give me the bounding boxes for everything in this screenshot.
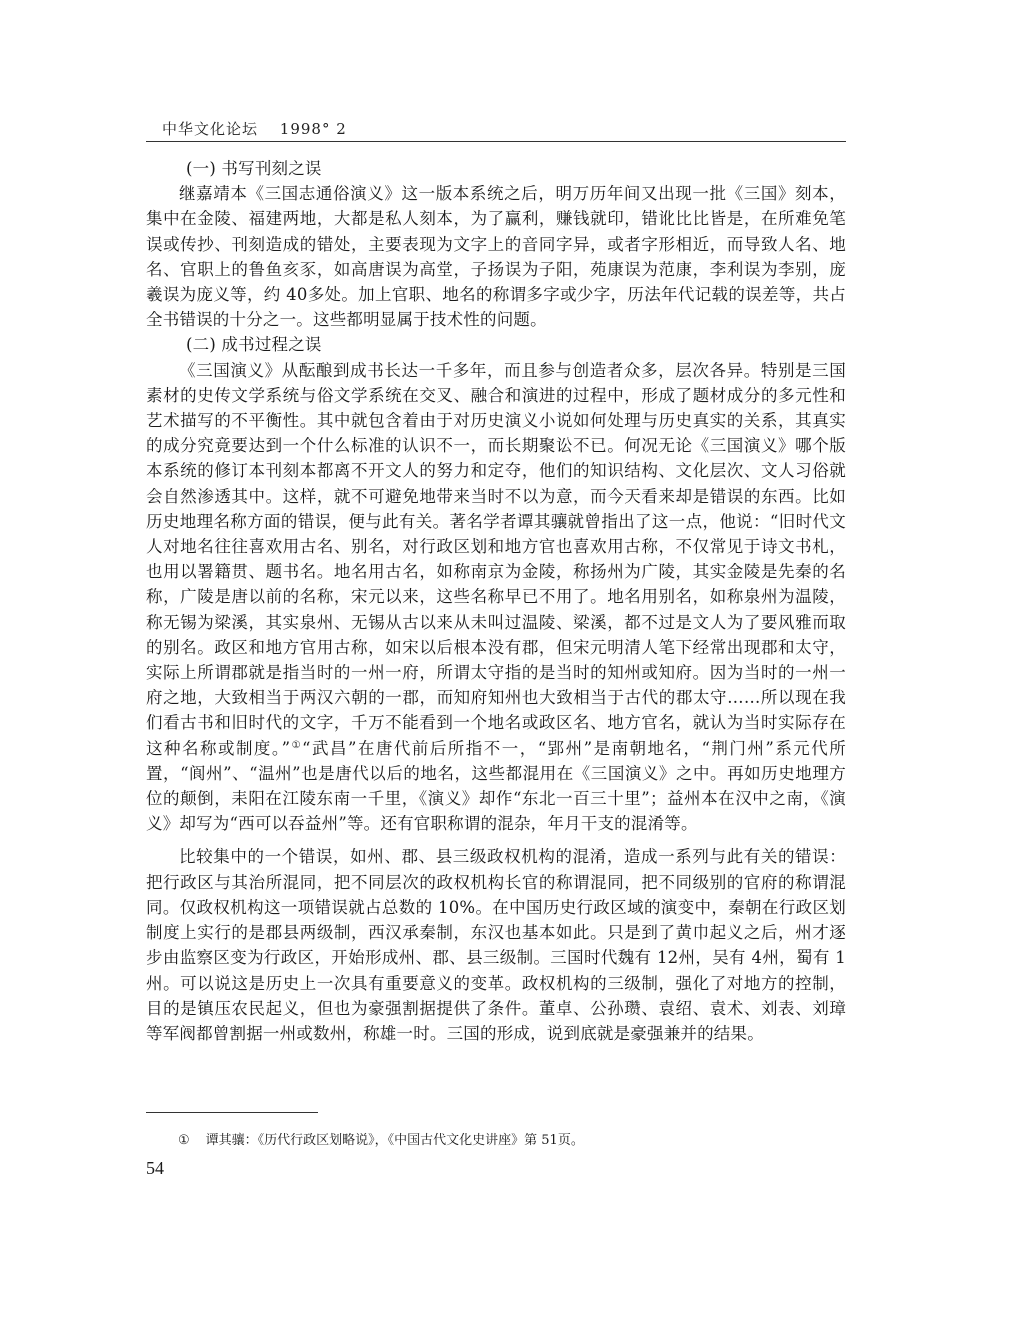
header-rule	[146, 141, 846, 142]
paragraph-2-part-2: “武昌”在唐代前后所指不一，“郢州”是南朝地名，“荆门州”系元代所置，“阆州”、“温州”也是唐代以后的地名，这些都混用在《三国演义》之中。再如历史地理方位的颠倒，耒阳在江陵东南一千里，《演义》却作“东北一百三十里”；益州本在汉中之南，《演义》却写为“西可以吞益州”等。还有官职称谓的混杂，年月干支的混淆等。	[146, 738, 846, 834]
page-number: 54	[146, 1158, 164, 1178]
footnote	[178, 1132, 838, 1150]
issue-number: 1998° 2	[279, 120, 347, 138]
footnote-rule	[146, 1112, 318, 1113]
paragraph-2-part-1: 《三国演义》从酝酿到成书长达一千多年，而且参与创造者众多，层次各异。特别是三国素材的史传文学系统与俗文学系统在交叉、融合和演进的过程中，形成了题材成分的多元性和艺术描写的不平衡性。其中就包含着由于对历史演义小说如何处理与历史真实的关系，其真实的成分究竟要达到一个什么标准的认识不一，而长期聚讼不已。何况无论《三国演义》哪个版本系统的修订本刊刻本都离不开文人的努力和定夺，他们的知识结构、文化层次、文人习俗就会自然渗透其中。这样，就不可避免地带来当时不以为意，而今天看来却是错误的东西。比如历史地理名称方面的错误，便与此有关。著名学者谭其骧就曾指出了这一点，他说：“旧时代文人对地名往往喜欢用古名、别名，对行政区划和地方官也喜欢用古称，不仅常见于诗文书札，也用以署籍贯、题书名。地名用古名，如称南京为金陵，称扬州为广陵，其实金陵是先秦的名称，广陵是唐以前的名称，宋元以来，这些名称早已不用了。地名用别名，如称泉州为温陵，称无锡为梁溪，其实泉州、无锡从古以来从未叫过温陵、梁溪，都不过是文人为了要风雅而取的别名。政区和地方官用古称，如宋以后根本没有郡，但宋元明清人笔下经常出现郡和太守，实际上所谓郡就是指当时的一州一府，所谓太守指的是当时的知州或知府。因为当时的一州一府之地，大致相当于两汉六朝的一郡，而知府知州也大致相当于古代的郡太守……所以现在我们看古书和旧时代的文字，千万不能看到一个地名或政区名、地方官名，就认为当时实际存在这种名称或制度。”	[146, 360, 846, 758]
running-header	[146, 118, 846, 142]
footnote-text: 谭其骧：《历代行政区划略说》，《中国古代文化史讲座》第 51页。	[205, 1133, 584, 1148]
section-heading-2: (二) 成书过程之误	[186, 335, 322, 355]
footnote-reference[interactable]: ①	[290, 739, 303, 751]
paragraph-1: 继嘉靖本《三国志通俗演义》这一版本系统之后，明万历年间又出现一批《三国》刻本，集中在金陵、福建两地，大都是私人刻本，为了赢利，赚钱就印，错讹比比皆是，在所难免笔误或传抄、刊刻造成的错处，主要表现为文字上的音同字异，或者字形相近，而导致人名、地名、官职上的鲁鱼亥豕，如高唐误为高堂，子扬误为子阳，苑康误为范康，李利误为李别，庞羲误为庞义等，约 40多处。加上官职、地名的称谓多字或少字，历法年代记载的误差等，共占全书错误的十分之一。这些都明显属于技术性的问题。	[146, 184, 846, 330]
journal-title: 中华文化论坛	[162, 120, 259, 138]
footnote-mark: ①	[178, 1133, 190, 1148]
paragraph-2	[146, 358, 846, 837]
paragraph-3: 比较集中的一个错误，如州、郡、县三级政权机构的混淆，造成一系列与此有关的错误：把行政区与其治所混同，把不同层次的政权机构长官的称谓混同，把不同级别的官府的称谓混同。仅政权机构这一项错误就占总数的 10%。在中国历史行政区域的演变中，秦朝在行政区划制度上实行的是郡县两级制，西汉承秦制，东汉也基本如此。只是到了黄巾起义之后，州才逐步由监察区变为行政区，开始形成州、郡、县三级制。三国时代魏有 12州，吴有 4州，蜀有 1州。可以说这是历史上一次具有重要意义的变革。政权机构的三级制，强化了对地方的控制，目的是镇压农民起义，但也为豪强割据提供了条件。董卓、公孙瓒、袁绍、袁术、刘表、刘璋等军阀都曾割据一州或数州，称雄一时。三国的形成，说到底就是豪强兼并的结果。	[146, 847, 846, 1043]
section-heading-1: (一) 书写刊刻之误	[186, 159, 322, 178]
article-body	[146, 156, 846, 1046]
